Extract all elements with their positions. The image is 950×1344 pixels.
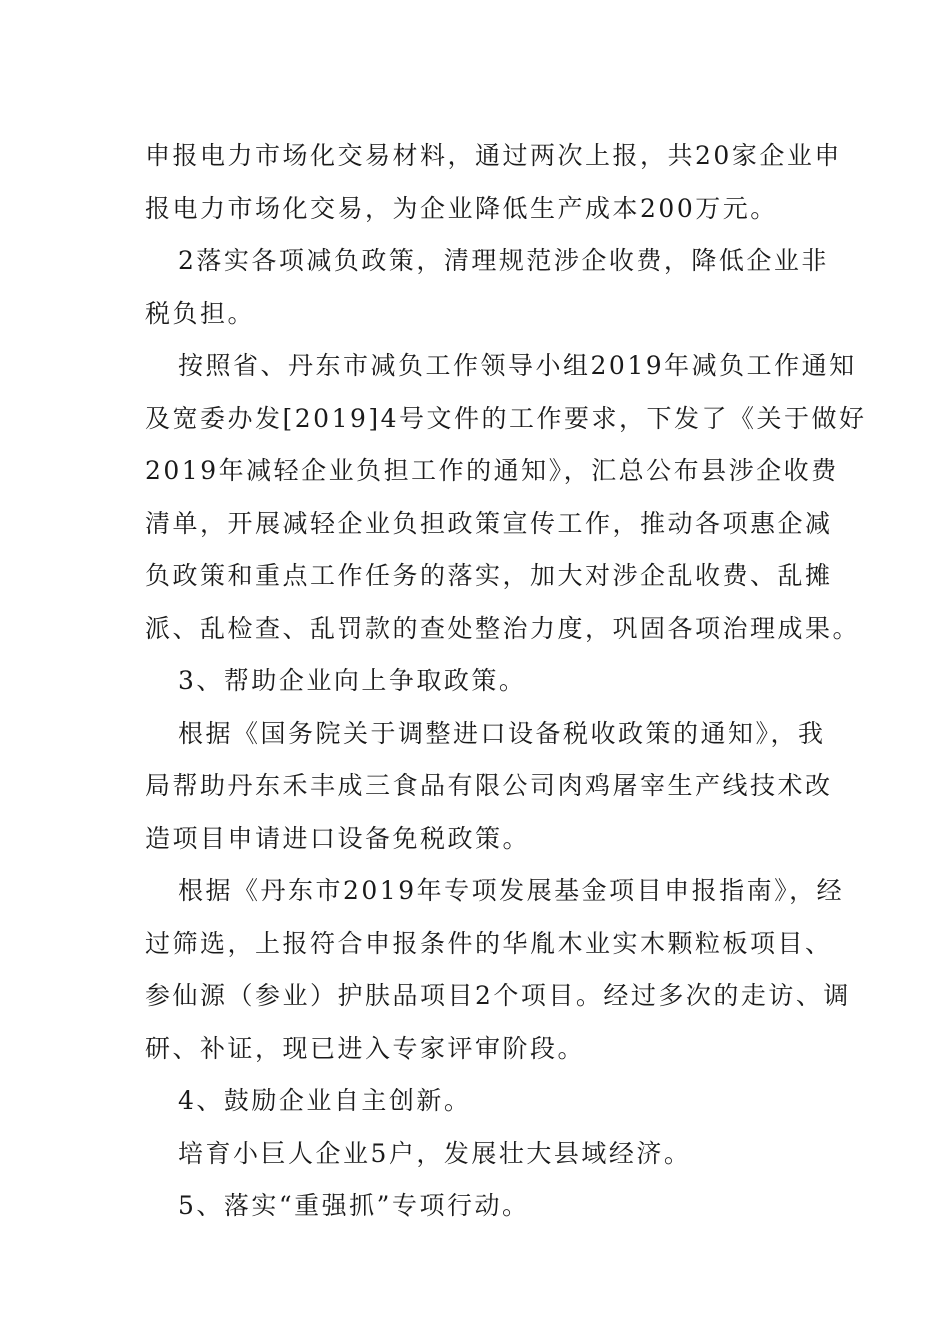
paragraph-development-fund [145, 865, 851, 1075]
text-line: 根据《丹东市2019年专项发展基金项目申报指南》，经 [178, 876, 845, 905]
text-line: 清单，开展减轻企业负担政策宣传工作，推动各项惠企减 [145, 508, 833, 538]
text-line: 3、帮助企业向上争取政策。 [178, 666, 527, 695]
text-line: 局帮助丹东禾丰成三食品有限公司肉鸡屠宰生产线技术改 [145, 771, 833, 800]
text-line: 负政策和重点工作任务的落实，加大对涉企乱收费、乱摊 [145, 561, 833, 590]
text-line: 派、乱检查、乱罚款的查处整治力度，巩固各项治理成果。 [145, 613, 861, 643]
paragraph-policy-heading [145, 655, 810, 708]
paragraph-import-equipment [145, 708, 833, 866]
paragraph-innovation-heading [145, 1075, 810, 1128]
paragraph-special-action-heading [145, 1180, 810, 1233]
paragraph-electricity-trading [145, 130, 842, 235]
text-line: 税负担。 [145, 298, 256, 328]
text-line: 5、落实“重强抓”专项行动。 [178, 1191, 530, 1220]
text-line: 根据《国务院关于调整进口设备税收政策的通知》，我 [178, 718, 826, 748]
text-line: 过筛选，上报符合申报条件的华胤木业实木颗粒板项目、 [145, 928, 833, 958]
text-line: 4、鼓励企业自主创新。 [178, 1086, 472, 1115]
text-line: 及宽委办发[2019]4号文件的工作要求，下发了《关于做好 [145, 403, 867, 433]
text-line: 造项目申请进口设备免税政策。 [145, 823, 531, 853]
paragraph-burden-reduction-heading [145, 235, 829, 340]
text-line: 按照省、丹东市减负工作领导小组2019年减负工作通知 [178, 351, 857, 380]
paragraph-little-giant [145, 1128, 810, 1181]
text-line: 研、补证，现已进入专家评审阶段。 [145, 1033, 586, 1063]
text-line: 2落实各项减负政策，清理规范涉企收费，降低企业非 [178, 246, 829, 275]
document-body [145, 130, 867, 1233]
text-line: 培育小巨人企业5户，发展壮大县域经济。 [178, 1138, 692, 1168]
text-line: 参仙源（参业）护肤品项目2个项目。经过多次的走访、调 [145, 981, 851, 1010]
text-line: 2019年减轻企业负担工作的通知》，汇总公布县涉企收费 [145, 456, 839, 485]
text-line: 申报电力市场化交易材料，通过两次上报，共20家企业申 [145, 141, 842, 170]
paragraph-burden-reduction-detail [145, 340, 867, 655]
text-line: 报电力市场化交易，为企业降低生产成本200万元。 [145, 193, 778, 223]
